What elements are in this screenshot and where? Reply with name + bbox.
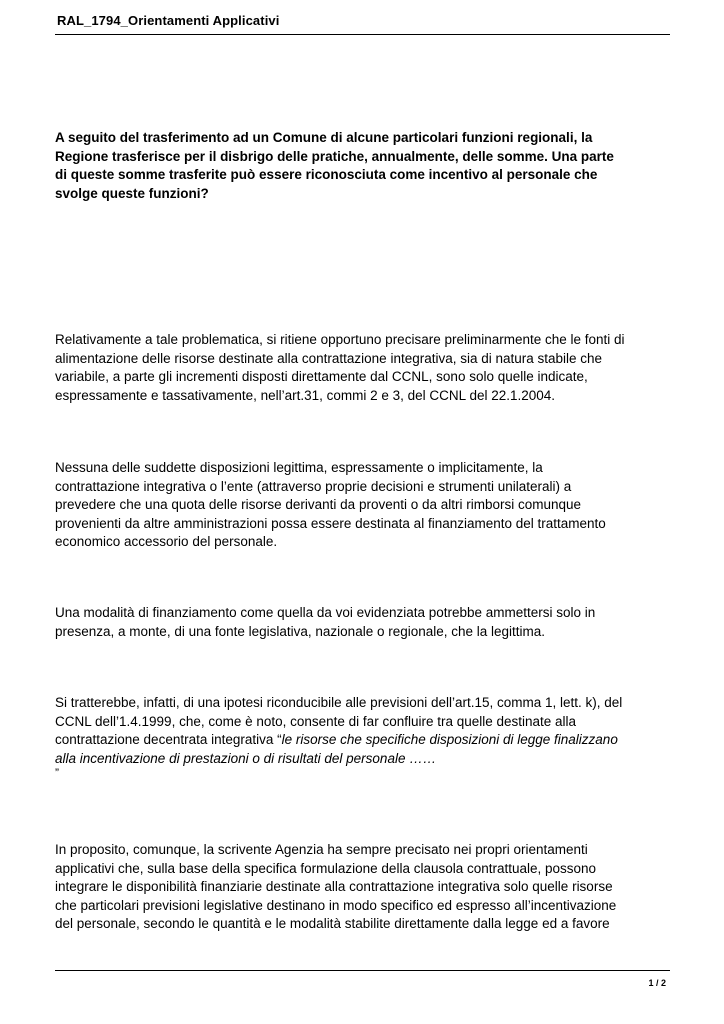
answer-paragraph-1: [55, 331, 670, 405]
paragraph-line: Una modalità di finanziamento come quella da voi evidenziata potrebbe ammettersi solo in: [55, 605, 596, 620]
answer-paragraph-2: [55, 459, 670, 552]
paragraph-line: prevedere che una quota delle risorse derivanti da proventi o da altri rimborsi comunque: [55, 497, 582, 512]
answer-paragraph-4: [55, 694, 670, 778]
question-line: di queste somme trasferite può essere riconosciuta come incentivo al personale che: [55, 167, 598, 182]
question-line: Regione trasferisce per il disbrigo delle pratiche, annualmente, delle somme. Una parte: [55, 148, 614, 164]
paragraph-line: applicativi che, sulla base della specifica formulazione della clausola contrattuale, possono: [55, 860, 597, 876]
question-line: svolge queste funzioni?: [55, 185, 209, 201]
paragraph-line: Nessuna delle suddette disposizioni legittima, espressamente o implicitamente, la: [55, 460, 543, 475]
paragraph-line: espressamente e tassativamente, nell’art.31, commi 2 e 3, del CCNL del 22.1.2004.: [55, 387, 556, 403]
paragraph-line: presenza, a monte, di una fonte legislativa, nazionale o regionale, che la legittima.: [55, 623, 546, 639]
paragraph-line: [55, 731, 670, 750]
answer-paragraph-5: [55, 841, 670, 934]
paragraph-line: integrare le disponibilità finanziarie destinate alla contrattazione integrativa solo quelle risorse: [55, 879, 613, 894]
quoted-text: alla incentivazione di prestazioni o di risultati del personale ……: [55, 750, 437, 766]
page-number: 1 / 2: [648, 978, 666, 988]
paragraph-line: alimentazione delle risorse destinate alla contrattazione integrativa, sia di natura stabile che: [55, 350, 603, 366]
paragraph-line: [55, 750, 670, 769]
paragraph-line: contrattazione integrativa o l’ente (attraverso proprie decisioni e strumenti unilaterali) a: [55, 478, 572, 494]
paragraph-line: che particolari previsioni legislative destinano in modo specifico ed espresso all’incentivazione: [55, 897, 617, 913]
paragraph-line: provenienti da altre amministrazioni possa essere destinata al finanziamento del trattamento: [55, 515, 606, 531]
quoted-text: le risorse che specifiche disposizioni di legge finalizzano: [281, 732, 618, 747]
document-title: RAL_1794_Orientamenti Applicativi: [57, 13, 280, 28]
question-line: A seguito del trasferimento ad un Comune di alcune particolari funzioni regionali, la: [55, 130, 593, 145]
paragraph-line: In proposito, comunque, la scrivente Agenzia ha sempre precisato nei propri orientamenti: [55, 842, 588, 857]
paragraph-line: Si tratterebbe, infatti, di una ipotesi riconducibile alle previsioni dell’art.15, comma 1, lett. k), del: [55, 695, 623, 710]
paragraph-line: Relativamente a tale problematica, si ritiene opportuno precisare preliminarmente che le fonti di: [55, 332, 625, 347]
answer-paragraph-3: [55, 604, 670, 641]
closing-quote-mark: ”: [55, 766, 59, 780]
page-header: [55, 10, 670, 35]
quote-intro-text: contrattazione decentrata integrativa “: [55, 732, 282, 747]
question-block: [55, 129, 670, 203]
paragraph-line: CCNL dell’1.4.1999, che, come è noto, consente di far confluire tra quelle destinate alla: [55, 713, 577, 729]
page-footer: [55, 970, 670, 991]
paragraph-line: economico accessorio del personale.: [55, 534, 278, 549]
paragraph-line: variabile, a parte gli incrementi disposti direttamente dal CCNL, sono solo quelle indicate,: [55, 369, 588, 384]
paragraph-line: del personale, secondo le quantità e le modalità stabilite direttamente dalla legge ed a favore: [55, 916, 610, 931]
